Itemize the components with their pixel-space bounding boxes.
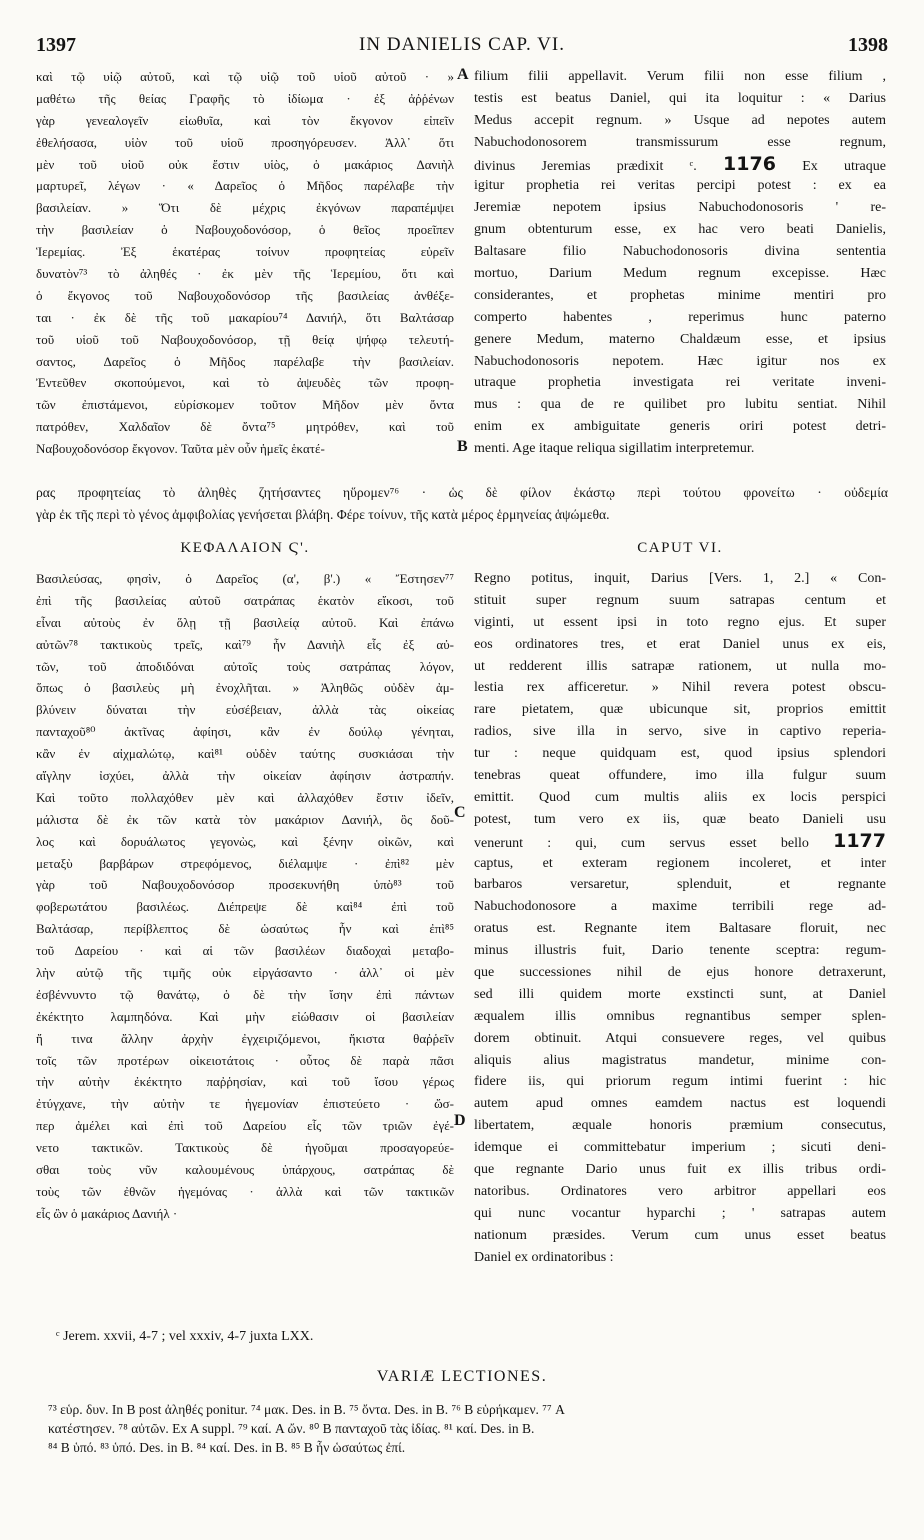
latin-line: lestia rex afficeretur. » Nihil revera potest obscu- — [474, 680, 886, 696]
latin-line: ut redderent illis satrapæ rationem, ut nulla mo- — [474, 658, 886, 674]
variae-line: ⁸⁴ B ὑπό. ⁸³ ὑπό. Des. in B. ⁸⁴ καί. Des. in B. ⁸⁵ B ἦν ὡσαύτως ἐπί. — [48, 1440, 406, 1455]
greek-line: μεταξὺ βαρβάρων στρεφόμενος, διέλαμψε · ἐπὶ⁸² μὲν — [36, 855, 454, 871]
greek-line: ἐτύγχανε, τὴν αὐτὴν τε ἡγεμονίαν ἐπιστεύετο · ὥσ- — [36, 1096, 454, 1112]
latin-line: mortuo, Darium Medum regnum excepisse. Hæc — [474, 266, 886, 282]
latin-line: sed illi quidem morte exstincti sunt, at Daniel — [474, 986, 886, 1002]
greek-line: Βασιλεύσας, φησὶν, ὁ Δαρεῖος (α', β'.) « Ἔστησεν⁷⁷ — [36, 571, 454, 586]
greek-line: τοὺς τῶν ἐθνῶν ἡγεμόνας · ἀλλὰ καὶ τῶν τακτικῶν — [36, 1183, 454, 1199]
latin-line: eos ordinatores tres, et erat Daniel unus ex eis, — [474, 636, 886, 652]
greek-line: φοβερωτάτου βασιλέως. Διέπρεψε δὲ καὶ⁸⁴ ἐπὶ τοῦ — [36, 899, 454, 915]
latin-line: emittit. Quod cum multis aliis ex locis perspici — [474, 789, 886, 805]
greek-line: λος καὶ δορυάλωτος γεγονὼς, καὶ ξένην οἰκῶν, καὶ — [36, 833, 454, 849]
greek-line: τῶν ἐπιστάμενοι, εὑρίσκομεν τοῦτον Μῆδον μὲν ὄντα — [36, 397, 454, 413]
margin-marker-b: B — [457, 438, 468, 455]
latin-column-body — [474, 568, 886, 1269]
latin-line: nationum præsides. Verum cum unus esset beatus — [474, 1227, 886, 1243]
latin-line — [474, 154, 886, 176]
greek-line: Ναβουχοδονόσορ ἔκγονον. Ταῦτα μὲν οὖν ἡμεῖς ἑκατέ- — [36, 441, 325, 457]
latin-line-part: venerunt : qui, cum servus esset bello — [474, 835, 834, 851]
latin-line: Daniel ex ordinatoribus : — [474, 1249, 614, 1265]
latin-line: Nabuchodonosoris nepotem. Hæc igitur nos ex — [474, 353, 886, 369]
latin-line: æqualem illis omnibus regnantibus semper splen- — [474, 1008, 886, 1024]
latin-line — [474, 831, 886, 853]
greek-line: τῶν, τοῦ ἀποδιδόναι αὐτοῖς τοὺς σατράπας λόγον, — [36, 658, 454, 674]
variae-lectiones-title: VARIÆ LECTIONES. — [376, 1368, 548, 1385]
greek-line: ὁ ἔκγονος τοῦ Ναβουχοδονόσορ τῆς βασιλείας ἀνθέξε- — [36, 287, 454, 303]
greek-line: μαρτυρεῖ, λέγων · « Δαρεῖος ὁ Μῆδος παρέλαβε τὴν — [36, 178, 454, 194]
latin-line: tur : neque quidquam est, quod ipsius splendori — [474, 746, 886, 762]
latin-line: radios, sive illa in servo, sive in captivo reperia- — [474, 724, 886, 740]
latin-line: autem apud omnes eamdem nactus est loquendi — [474, 1096, 886, 1112]
latin-line: fidere iis, qui priorum regum intimi fuerint : hic — [474, 1074, 886, 1090]
latin-line: tenebras queat offundere, imo illa fulgur suum — [474, 768, 886, 784]
greek-line: Καὶ τοῦτο πολλαχόθεν μὲν καὶ ἀλλαχόθεν ἔστιν ἰδεῖν, — [36, 789, 454, 805]
page-number-left: 1397 — [36, 34, 76, 56]
latin-line: genere Medum, materno Chaldæum esse, et ipsius — [474, 331, 886, 347]
latin-line: igitur prophetia rei veritas percipi potest : ex ea — [474, 178, 886, 194]
latin-line: comperto habentes , reperimus hunc paterno — [474, 309, 886, 325]
column-number-1176: 1176 — [723, 153, 776, 175]
greek-column-top — [36, 66, 454, 460]
greek-line: ἐκέκτητο λαμπηδόνα. Καὶ μὴν εἰώθασιν οἱ βασιλείαν — [36, 1008, 454, 1024]
greek-line: καὶ τῷ υἱῷ αὐτοῦ, καὶ τῷ υἱῷ τοῦ υἱοῦ αὐτοῦ · » — [36, 69, 454, 84]
greek-line: πατρόθεν, Χαλδαῖον δὲ ὄντα⁷⁵ μητρόθεν, καὶ τοῦ — [36, 419, 454, 435]
wide-line: γὰρ ἐκ τῆς περὶ τὸ γένος ἀμφιβολίας γενήσεται βλάβη. Φέρε τοίνυν, τῆς κατὰ μέρος ἑρμηνείας ἁψώμεθα. — [36, 506, 610, 522]
latin-line: dorem obtinuit. Atqui consuevere reges, vel quibus — [474, 1030, 886, 1046]
greek-line: τὴν αὐτὴν ἐκέκτητο παῤῥησίαν, καὶ τοῦ ἴσου γέρως — [36, 1074, 454, 1090]
latin-line: que regnante Dario unus fuit ex illis tribus ordi- — [474, 1162, 886, 1178]
greek-line: σθαι τοὺς νῦν καλουμένους ὑπάρχους, σατράπας δὲ — [36, 1162, 454, 1178]
latin-line: enim ex ambiguitate generis oriri potest detri- — [474, 419, 886, 435]
greek-line: ἐθελήσασα, υἱὸν τοῦ υἱοῦ προσηγόρευσεν. Ἀλλ᾽ ὅτι — [36, 134, 454, 150]
greek-line: τοῦ υἱοῦ τοῦ Ναβουχοδονόσορ, τῇ θείᾳ ψήφῳ τελευτή- — [36, 331, 454, 347]
latin-line: libertatem, æquale honoris præmium consecutus, — [474, 1118, 886, 1134]
greek-line: δυνατὸν⁷³ τὸ ἀληθές · ἐκ μὲν τῆς Ἱερεμίου, ὅτι καὶ — [36, 266, 454, 282]
greek-line: ται · ἐκ δὲ τῆς τοῦ μακαρίου⁷⁴ Δανιήλ, ὅτι Βαλτάσαρ — [36, 309, 454, 325]
greek-line: αἴγλην ἰσχύει, ἀλλὰ τὴν οἰκείαν ἀφίησιν ἀστραπήν. — [36, 768, 454, 784]
latin-line: potest, tum vero ex iis, quæ beato Danieli usu — [474, 811, 886, 827]
greek-line: ἐπὶ τῆς βασιλείας αὐτοῦ σατράπας ἑκατὸν εἴκοσι, τοῦ — [36, 592, 454, 608]
greek-line: ἐσβέννυντο τῷ θανάτῳ, ὁ δὲ τὴν ἴσην ἐπὶ πάντων — [36, 986, 454, 1002]
margin-marker-a: A — [457, 66, 469, 83]
latin-line: rare pietatem, quæ ubicunque sit, proprios emittit — [474, 702, 886, 718]
greek-line: σαντος, Δαρεῖος ὁ Μῆδος παρέλαβε τὴν βασιλείαν. — [36, 353, 454, 369]
latin-line: Medus accepit regnum. » Usque ad nepotes autem — [474, 112, 886, 128]
page-number-right: 1398 — [848, 34, 888, 56]
latin-line: testis est beatus Daniel, qui ita loquitur : « Darius — [474, 90, 886, 106]
greek-line: μάλιστα δὲ ἐκ τῶν κατὰ τὸν μακάριον Δανιήλ, ὃς δοῦ- — [36, 811, 454, 827]
greek-line: εἶναι αὐτοὺς ἐν ὅλῃ τῇ βασιλείᾳ αὐτοῦ. Καὶ ἐπάνω — [36, 614, 454, 630]
latin-line: barbaros versaretur, splenduit, et regnante — [474, 877, 886, 893]
latin-line: Regno potitus, inquit, Darius [Vers. 1, 2.] « Con- — [474, 571, 886, 586]
greek-line: γὰρ γενεαλογεῖν εἰωθυῖα, καὶ τὸν ἔκγονον εἰπεῖν — [36, 112, 454, 128]
greek-line: αὐτῶν⁷⁸ τακτικοὺς τρεῖς, καὶ⁷⁹ ἦν Δανιὴλ εἷς ἐξ αὐ- — [36, 636, 454, 652]
running-title: IN DANIELIS CAP. VI. — [359, 34, 565, 55]
latin-line: filium filii appellavit. Verum filii non esse filium , — [474, 69, 886, 84]
greek-line: βασιλείαν. » Ὅτι δὲ μέχρις ἐκγόνων παραπέμψει — [36, 200, 454, 216]
footnote: ᶜ Jerem. xxvii, 4-7 ; vel xxxiv, 4-7 juxta LXX. — [56, 1329, 314, 1344]
greek-line: κἂν ἐν αἰχμαλώτῳ, καὶ⁸¹ οὐδὲν ταύτης συσκιάσαι τὴν — [36, 746, 454, 762]
greek-line: λὴν αὐτῷ τῆς τιμῆς οὐκ εἰργάσαντο · ἀλλ᾽ οἱ μὲν — [36, 965, 454, 981]
variae-lectiones — [48, 1400, 876, 1457]
latin-line: idemque ei committebatur imperium ; sicuti deni- — [474, 1140, 886, 1156]
greek-line: ὅπως ὁ βασιλεὺς μὴ ἐνοχλῆται. » Ἀληθῶς οὐδὲν ἀμ- — [36, 680, 454, 696]
margin-marker-c: C — [454, 804, 466, 821]
greek-line: ἤ τινα ἄλλην ἀρχὴν ἐγχειριζόμενοι, ἥκιστα θαῤῥεῖν — [36, 1030, 454, 1046]
greek-line: πανταχοῦ⁸⁰ ἀκτῖνας ἀφίησι, κἂν ἐν δούλῳ γένηται, — [36, 724, 454, 740]
latin-line: qui nunc vocantur hyparchi ; ' satrapas autem — [474, 1205, 886, 1221]
variae-line: κατέστησεν. ⁷⁸ αὐτῶν. Ex A suppl. ⁷⁹ καί. A ὤν. ⁸⁰ B πανταχοῦ τὰς ἰδίας. ⁸¹ καί. Des. in B. — [48, 1421, 535, 1436]
latin-line: gnum obtenturum esse, ex hac vero beati Danielis, — [474, 222, 886, 238]
wide-line: ρας προφητείας τὸ ἀληθὲς ζητήσαντες ηὕρομεν⁷⁶ · ὡς δὲ φίλον ἑκάστῳ περὶ τούτου φρονείτω · οὐδεμία — [36, 485, 888, 500]
latin-line: Baltasare filio Nabuchodonosoris divina sententia — [474, 244, 886, 260]
greek-line: γὰρ τοῦ Ναβουχοδονόσορ προσεκυνήθη ὑπὸ⁸³ τοῦ — [36, 877, 454, 893]
latin-line: Jeremiæ nepotem ipsius Nabuchodonosoris ' re- — [474, 200, 886, 216]
greek-line: τὴν βασιλείαν ὁ Ναβουχοδονόσορ, ὁ θεῖος προεῖπεν — [36, 222, 454, 238]
latin-line: Nabuchodonosore a maxime terribili rege ad- — [474, 899, 886, 915]
page-header — [36, 34, 888, 60]
greek-line: τοῖς τῶν προτέρων οἰκειοτάτοις · οὗτος δὲ παρὰ πᾶσι — [36, 1052, 454, 1068]
greek-line: νετο τακτικῶν. Τακτικοὺς δὲ ἡγοῦμαι προσαγορεύε- — [36, 1140, 454, 1156]
greek-line: εἷς ὢν ὁ μακάριος Δανιήλ · — [36, 1205, 178, 1221]
variae-line: ⁷³ εὑρ. δυν. In B post ἀληθές ponitur. ⁷⁴ μακ. Des. in B. ⁷⁵ ὄντα. Des. in B. ⁷⁶ B εὑρήκαμεν. ⁷⁷ A — [48, 1402, 565, 1417]
greek-line: μαθέτω τῆς θείας Γραφῆς τὸ ἰδίωμα · ἐξ ἀῤῥένων — [36, 90, 454, 106]
latin-line: mus : qua de re quilibet pro lubitu sentiat. Nihil — [474, 397, 886, 413]
greek-line: Ἱερεμίας. Ἐξ ἑκατέρας τοίνυν προφητείας εὑρεῖν — [36, 244, 454, 260]
latin-line: aliquis alius magistratus mandetur, minime con- — [474, 1052, 886, 1068]
latin-line: utraque prophetia investigata rei veritate inveni- — [474, 375, 886, 391]
latin-line-part: divinus Jeremias prædixit ᶜ. — [474, 158, 724, 174]
full-width-lines — [36, 482, 888, 526]
latin-line: natoribus. Ordinatores vero arbitror appellari eos — [474, 1183, 886, 1199]
latin-line: captus, et exteram regionem incoleret, et inter — [474, 855, 886, 871]
latin-line: oratus est. Regnante item Baltasare floruit, nec — [474, 921, 886, 937]
latin-line: stituit super regnum suum satrapas centum et — [474, 592, 886, 608]
chapter-heading-greek: ΚΕΦΑΛΑΙΟΝ Ϛ'. — [180, 540, 310, 556]
latin-line-part: Ex utraque — [775, 158, 886, 174]
greek-line: βλύνειν δύναται τὴν εὐσέβειαν, ἀλλὰ τὰς οἰκείας — [36, 702, 454, 718]
greek-line: περ ἀμέλει καὶ ἐπὶ τοῦ Δαρείου εἷς τῶν τριῶν ἐγέ- — [36, 1118, 454, 1134]
latin-column-top — [474, 66, 886, 460]
latin-line: menti. Age itaque reliqua sigillatim interpretemur. — [474, 441, 755, 457]
margin-marker-d: D — [454, 1112, 466, 1129]
chapter-heading-latin: CAPUT VI. — [637, 540, 723, 556]
latin-line: que successiones nihil de ejus honore detraxerunt, — [474, 965, 886, 981]
latin-line: viginti, ut essent ipsi in toto regno ejus. Et super — [474, 614, 886, 630]
latin-line: minus illustris fuit, Dario tenente sceptra: regum- — [474, 943, 886, 959]
greek-line: τοῦ Δαρείου · καὶ αἱ τῶν βασιλέων διαδοχαὶ μεταβο- — [36, 943, 454, 959]
greek-line: μὲν τοῦ υἱοῦ οὐκ ἔστιν υἱὸς, ὁ μακάριος Δανιὴλ — [36, 156, 454, 172]
latin-line: Nabuchodonosorem transmissurum esse regnum, — [474, 134, 886, 150]
latin-line: considerantes, et prophetas minime mentiri pro — [474, 287, 886, 303]
greek-line: Ἐντεῦθεν σκοπούμενοι, καὶ τὸ ἀψευδὲς τῶν προφη- — [36, 375, 454, 391]
greek-line: Βαλτάσαρ, περίβλεπτος δὲ ὡσαύτως ἦν καὶ ἐπὶ⁸⁵ — [36, 921, 454, 937]
greek-column-body — [36, 568, 454, 1225]
column-number-1177: 1177 — [833, 830, 886, 852]
